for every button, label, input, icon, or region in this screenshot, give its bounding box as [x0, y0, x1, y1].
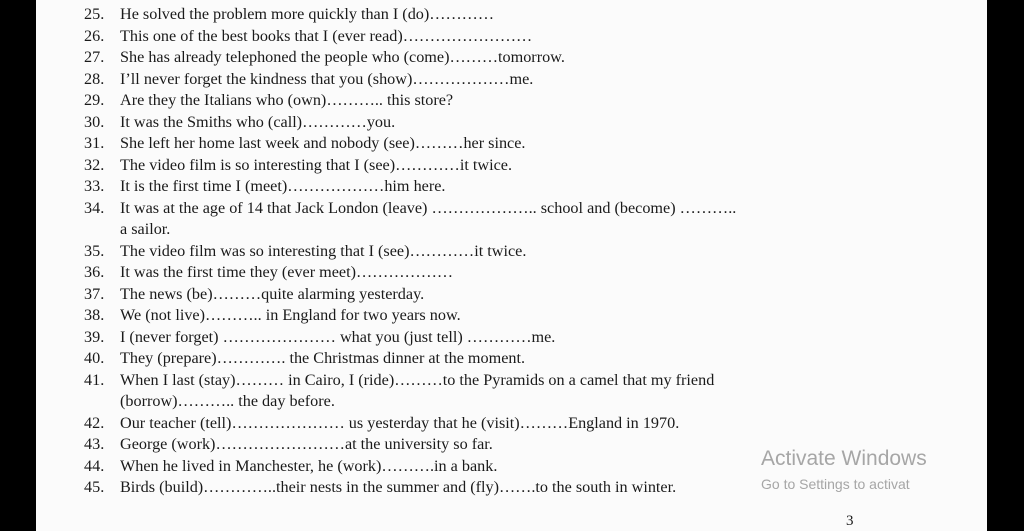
item-number: 41.: [84, 370, 105, 389]
list-item: [84, 47, 947, 69]
list-item: [84, 112, 947, 134]
item-text: Our teacher (tell)………………… us yesterday that he (visit)………England in 1970.: [120, 413, 680, 432]
page-number: 3: [846, 513, 854, 529]
item-number: 34.: [84, 198, 105, 217]
list-item: [84, 4, 947, 26]
list-item: [84, 69, 947, 91]
item-text: The video film was so interesting that I (see)…………it twice.: [120, 241, 527, 260]
list-item: [84, 155, 947, 177]
item-text: It was at the age of 14 that Jack London (leave) ……………….. school and (become) ………..: [120, 198, 737, 217]
list-item: [84, 327, 947, 349]
item-text: She left her home last week and nobody (see)………her since.: [120, 134, 526, 152]
item-number: 32.: [84, 155, 105, 174]
item-text: George (work)……………………at the university so far.: [120, 435, 493, 453]
item-number: 26.: [84, 26, 105, 45]
item-number: 35.: [84, 241, 105, 260]
list-item: [84, 348, 947, 370]
list-item: [84, 305, 947, 327]
activate-windows-watermark: [761, 447, 927, 493]
item-number: 36.: [84, 263, 105, 281]
item-text: When he lived in Manchester, he (work)……….in a bank.: [120, 456, 498, 475]
item-number: 31.: [84, 134, 105, 152]
item-text: He solved the problem more quickly than I (do)…………: [120, 5, 495, 23]
list-item: [84, 370, 947, 413]
list-item: [84, 284, 947, 306]
item-number: 29.: [84, 91, 105, 109]
item-number: 43.: [84, 435, 105, 453]
list-item: [84, 133, 947, 155]
watermark-title: Activate Windows: [761, 447, 927, 470]
item-text: It was the first time they (ever meet)………………: [120, 263, 454, 281]
list-item: [84, 262, 947, 284]
item-text: I (never forget) ………………… what you (just tell) …………me.: [120, 327, 556, 346]
item-text: We (not live)……….. in England for two years now.: [120, 306, 461, 324]
item-text: The video film is so interesting that I (see)…………it twice.: [120, 155, 513, 174]
item-text: When I last (stay)……… in Cairo, I (ride)………to the Pyramids on a camel that my friend: [120, 370, 715, 389]
list-item: [84, 241, 947, 263]
list-item: [84, 90, 947, 112]
watermark-subtitle: Go to Settings to activat: [761, 476, 910, 492]
item-text-continuation: (borrow)……….. the day before.: [120, 392, 335, 410]
item-text: They (prepare)…………. the Christmas dinner at the moment.: [120, 349, 526, 367]
item-number: 42.: [84, 413, 105, 432]
list-item: [84, 26, 947, 48]
item-text: This one of the best books that I (ever read)……………………: [120, 26, 533, 45]
item-number: 28.: [84, 69, 105, 88]
item-number: 39.: [84, 327, 105, 346]
item-number: 38.: [84, 306, 105, 324]
item-text: It is the first time I (meet)………………him here.: [120, 177, 446, 195]
item-number: 27.: [84, 48, 105, 66]
worksheet-page: [36, 0, 987, 531]
item-number: 33.: [84, 177, 105, 195]
item-text: It was the Smiths who (call)…………you.: [120, 112, 396, 131]
item-number: 37.: [84, 284, 105, 303]
list-item: [84, 413, 947, 435]
item-text: Birds (build)…………..their nests in the summer and (fly)…….to the south in winter.: [120, 478, 677, 496]
item-text: She has already telephoned the people who (come)………tomorrow.: [120, 48, 565, 66]
item-text-continuation: a sailor.: [120, 220, 171, 238]
exercise-list: [84, 4, 947, 499]
item-number: 25.: [84, 5, 105, 23]
item-text: I’ll never forget the kindness that you (show)………………me.: [120, 69, 534, 88]
item-number: 30.: [84, 112, 105, 131]
item-number: 44.: [84, 456, 105, 475]
item-number: 45.: [84, 478, 105, 496]
item-text: The news (be)………quite alarming yesterday.: [120, 284, 425, 303]
list-item: [84, 198, 947, 241]
item-number: 40.: [84, 349, 105, 367]
list-item: [84, 176, 947, 198]
item-text: Are they the Italians who (own)……….. this store?: [120, 91, 454, 109]
